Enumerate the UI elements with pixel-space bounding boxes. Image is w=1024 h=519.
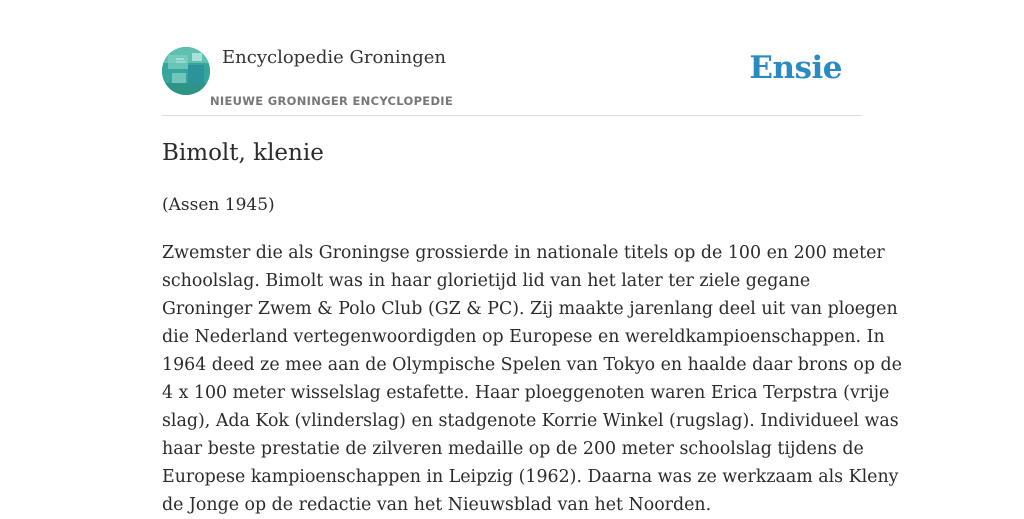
site-title[interactable]: Encyclopedie Groningen (222, 47, 447, 68)
site-header (162, 0, 862, 116)
body-line: de Jonge op de redactie van het Nieuwsblad van het Noorden. (162, 495, 712, 515)
body-line: 1964 deed ze mee aan de Olympische Spelen van Tokyo en haalde daar brons op de (162, 355, 902, 375)
body-line: Zwemster die als Groningse grossierde in nationale titels op de 100 en 200 meter (162, 243, 885, 263)
body-line: schoolslag. Bimolt was in haar glorietijd lid van het later ter ziele gegane (162, 271, 811, 291)
body-line: die Nederland vertegenwoordigden op Europese en wereldkampioenschappen. In (162, 327, 885, 347)
page (162, 0, 902, 515)
body-line: Groninger Zwem & Polo Club (GZ & PC). Zij maakte jarenlang deel uit van ploegen (162, 299, 898, 319)
body-line: slag), Ada Kok (vlinderslag) en stadgenote Korrie Winkel (rugslag). Individueel was (162, 411, 899, 431)
entry-title: Bimolt, klenie (162, 140, 324, 166)
site-subtitle: NIEUWE GRONINGER ENCYCLOPEDIE (210, 94, 454, 108)
body-line: 4 x 100 meter wisselslag estafette. Haar ploeggenoten waren Erica Terpstra (vrije (162, 383, 890, 403)
ensie-logo[interactable]: Ensie (749, 50, 842, 86)
body-line: Europese kampioenschappen in Leipzig (1962). Daarna was ze werkzaam als Kleny (162, 467, 899, 487)
body-line: haar beste prestatie de zilveren medaille op de 200 meter schoolslag tijdens de (162, 439, 864, 459)
encyclopedia-avatar[interactable] (162, 47, 210, 95)
entry-body (162, 239, 902, 519)
entry-meta: (Assen 1945) (162, 195, 275, 215)
